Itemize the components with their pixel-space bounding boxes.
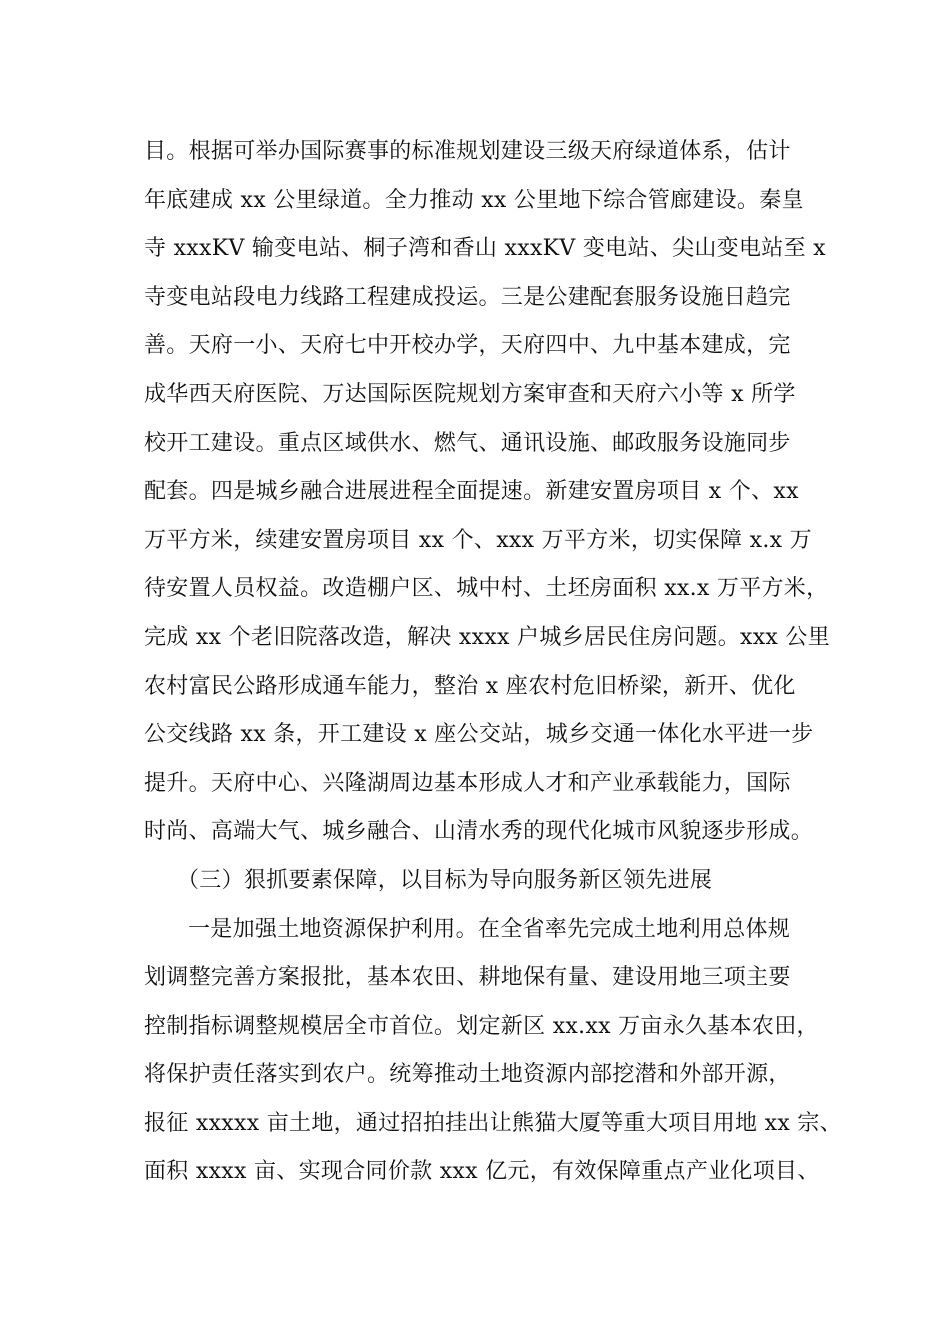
body-line: 划调整完善方案报批，基本农田、耕地保有量、建设用地三项主要 bbox=[144, 965, 791, 991]
body-line: 提升。天府中心、兴隆湖周边基本形成人才和产业承载能力，国际 bbox=[144, 770, 791, 796]
body-line: 农村富民公路形成通车能力，整治 x 座农村危旧桥梁，新开、优化 bbox=[144, 673, 796, 699]
body-line: 面积 xxxx 亩、实现合同价款 xxx 亿元，有效保障重点产业化项目、 bbox=[144, 1159, 820, 1185]
paragraph-first-line: 一是加强土地资源保护利用。在全省率先完成土地利用总体规 bbox=[188, 916, 791, 942]
body-line: 控制指标调整规模居全市首位。划定新区 xx.xx 万亩永久基本农田， bbox=[144, 1013, 819, 1039]
body-line: 将保护责任落实到农户。统筹推动土地资源内部挖潜和外部开源， bbox=[144, 1062, 791, 1088]
body-line: 公交线路 xx 条，开工建设 x 座公交站，城乡交通一体化水平进一步 bbox=[144, 722, 814, 748]
document-body bbox=[144, 128, 842, 1197]
body-line: 万平方米，续建安置房项目 xx 个、xxx 万平方米，切实保障 x.x 万 bbox=[144, 527, 812, 553]
body-line: 完成 xx 个老旧院落改造，解决 xxxx 户城乡居民住房问题。xxx 公里 bbox=[144, 624, 831, 650]
body-line: 校开工建设。重点区域供水、燃气、通讯设施、邮政服务设施同步 bbox=[144, 430, 791, 456]
body-line: 寺变电站段电力线路工程建成投运。三是公建配套服务设施日趋完 bbox=[144, 284, 791, 310]
body-line: 待安置人员权益。改造棚户区、城中村、土坯房面积 xx.x 万平方米， bbox=[144, 576, 829, 602]
body-line: 成华西天府医院、万达国际医院规划方案审查和天府六小等 x 所学 bbox=[144, 381, 796, 407]
body-line: 配套。四是城乡融合进展进程全面提速。新建安置房项目 x 个、xx bbox=[144, 479, 799, 505]
section-heading: （三）狠抓要素保障，以目标为导向服务新区领先进展 bbox=[177, 867, 713, 893]
body-line: 时尚、高端大气、城乡融合、山清水秀的现代化城市风貌逐步形成。 bbox=[144, 819, 814, 845]
body-line: 寺 xxxKV 输变电站、桐子湾和香山 xxxKV 变电站、尖山变电站至 x bbox=[144, 236, 826, 262]
body-line: 善。天府一小、天府七中开校办学，天府四中、九中基本建成，完 bbox=[144, 333, 791, 359]
body-line: 报征 xxxxx 亩土地，通过招拍挂出让熊猫大厦等重大项目用地 xx 宗、 bbox=[144, 1110, 842, 1136]
body-line: 目。根据可举办国际赛事的标准规划建设三级天府绿道体系，估计 bbox=[144, 139, 791, 164]
body-line: 年底建成 xx 公里绿道。全力推动 xx 公里地下综合管廊建设。秦皇 bbox=[144, 187, 804, 213]
